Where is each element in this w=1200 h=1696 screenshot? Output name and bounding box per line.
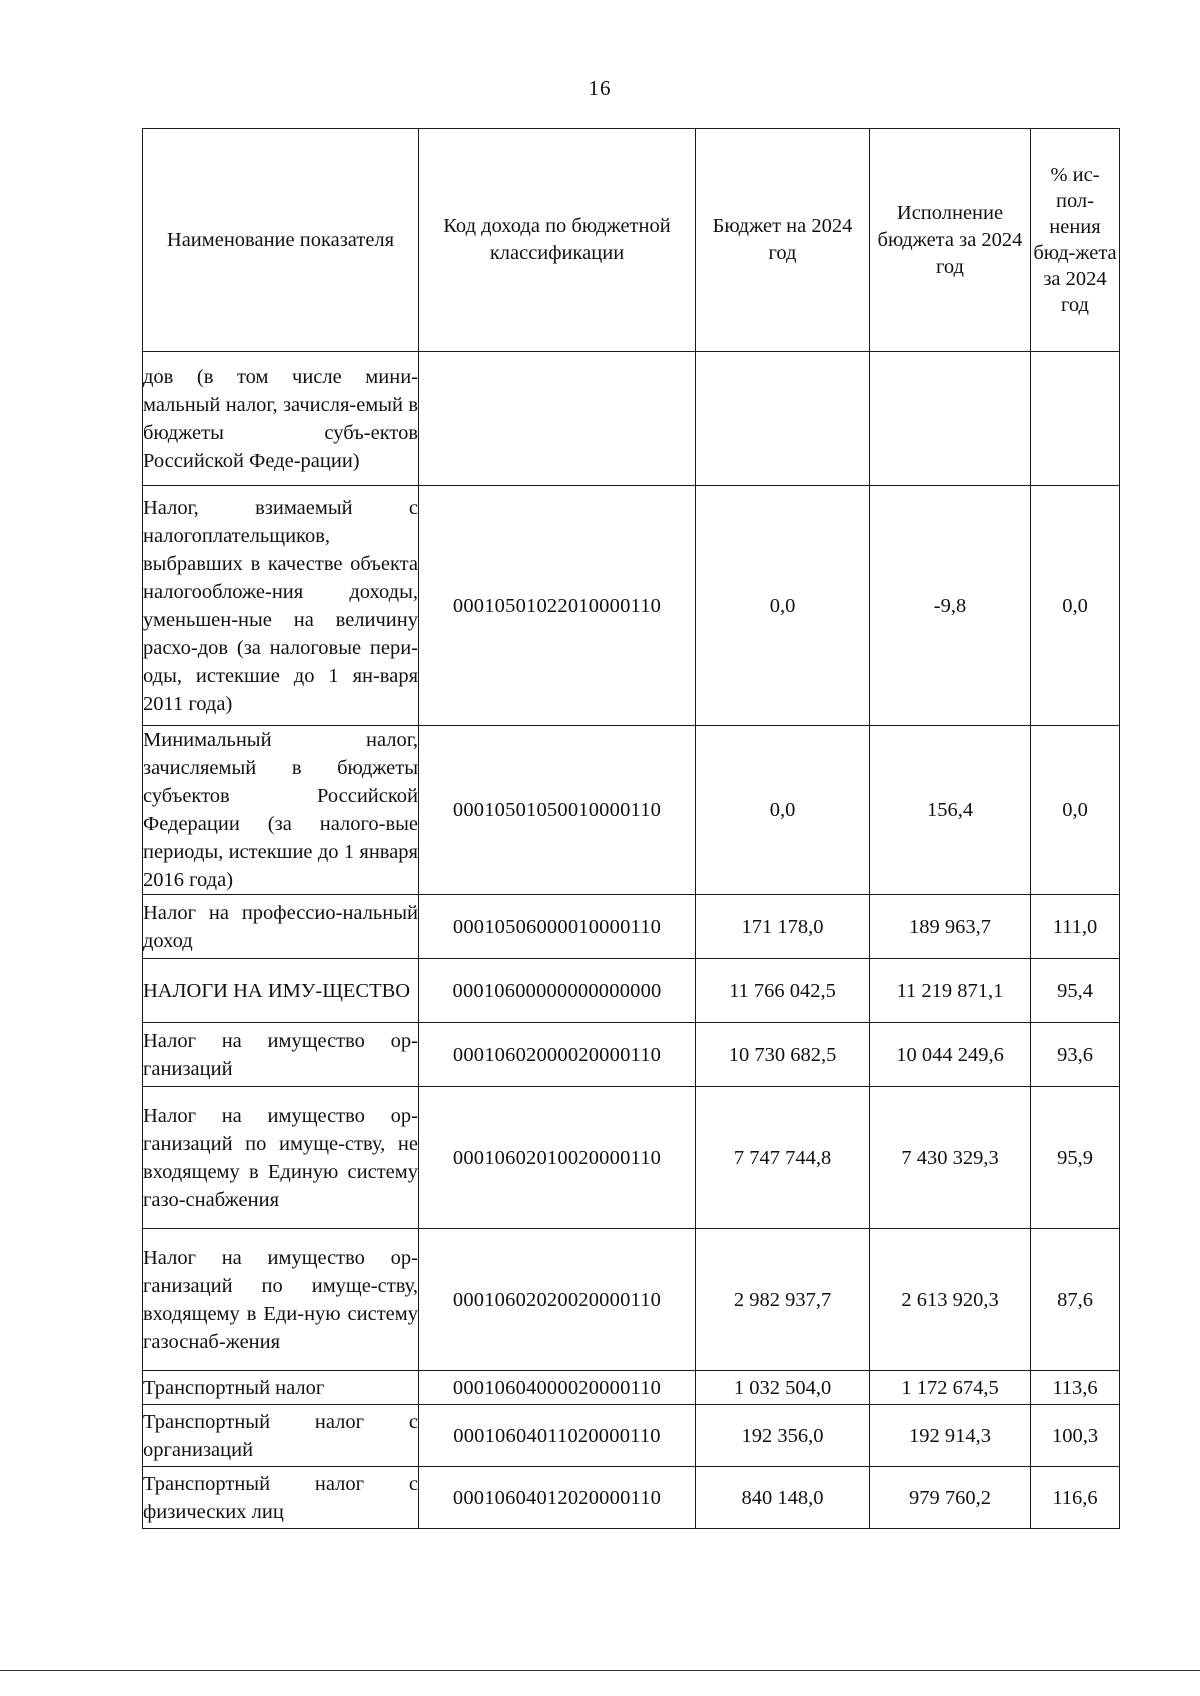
row-percent (1031, 352, 1120, 486)
row-percent: 95,9 (1031, 1087, 1120, 1229)
table-header-row (143, 129, 1120, 352)
table-row (143, 959, 1120, 1023)
row-percent: 0,0 (1031, 486, 1120, 726)
table-row (143, 486, 1120, 726)
row-name: Транспортный налог с организаций (143, 1405, 419, 1467)
table-row (143, 352, 1120, 486)
row-plan: 1 032 504,0 (696, 1371, 870, 1405)
row-execution: 189 963,7 (870, 895, 1031, 959)
row-execution: 1 172 674,5 (870, 1371, 1031, 1405)
row-name: дов (в том числе мини-мальный налог, зачисля-емый в бюджеты субъ-ектов Российской Феде-рации) (143, 352, 419, 486)
row-percent: 113,6 (1031, 1371, 1120, 1405)
row-name: Налог, взимаемый с налогоплательщиков, выбравших в качестве объекта налогообложе-ния доходы, уменьшен-ные на величину расхо-дов (за налоговые пери-оды, истекшие до 1 ян-варя 2011 года) (143, 486, 419, 726)
row-execution: 2 613 920,3 (870, 1229, 1031, 1371)
footer-divider (0, 1670, 1200, 1671)
row-percent: 116,6 (1031, 1467, 1120, 1529)
row-plan (696, 352, 870, 486)
table-row (143, 1229, 1120, 1371)
row-execution: 11 219 871,1 (870, 959, 1031, 1023)
row-code: 00010604012020000110 (419, 1467, 696, 1529)
row-execution (870, 352, 1031, 486)
row-plan: 7 747 744,8 (696, 1087, 870, 1229)
row-code: 00010604011020000110 (419, 1405, 696, 1467)
row-plan: 10 730 682,5 (696, 1023, 870, 1087)
row-execution: 156,4 (870, 726, 1031, 895)
row-code: 00010602000020000110 (419, 1023, 696, 1087)
row-code: 00010501050010000110 (419, 726, 696, 895)
row-percent: 93,6 (1031, 1023, 1120, 1087)
row-code (419, 352, 696, 486)
row-plan: 192 356,0 (696, 1405, 870, 1467)
table-row (143, 1023, 1120, 1087)
row-percent: 100,3 (1031, 1405, 1120, 1467)
row-name: Налог на имущество ор-ганизаций по имуще-ству, не входящему в Единую систему газо-снабжения (143, 1087, 419, 1229)
row-name: НАЛОГИ НА ИМУ-ЩЕСТВО (143, 959, 419, 1023)
table-row (143, 1405, 1120, 1467)
table-row (143, 1371, 1120, 1405)
row-percent: 87,6 (1031, 1229, 1120, 1371)
row-plan: 0,0 (696, 486, 870, 726)
table-row (143, 895, 1120, 959)
header-execution-2024: Исполнение бюджета за 2024 год (870, 129, 1031, 352)
row-plan: 171 178,0 (696, 895, 870, 959)
row-name: Минимальный налог, зачисляемый в бюджеты субъектов Российской Федерации (за налого-вые периоды, истекшие до 1 января 2016 года) (143, 726, 419, 895)
header-revenue-code: Код дохода по бюджетной классификации (419, 129, 696, 352)
row-execution: -9,8 (870, 486, 1031, 726)
row-code: 00010602020020000110 (419, 1229, 696, 1371)
row-code: 00010602010020000110 (419, 1087, 696, 1229)
row-percent: 111,0 (1031, 895, 1120, 959)
row-name: Налог на имущество ор-ганизаций (143, 1023, 419, 1087)
page-number: 16 (588, 76, 612, 100)
row-name: Транспортный налог (143, 1371, 419, 1405)
row-code: 00010600000000000000 (419, 959, 696, 1023)
budget-revenue-table (142, 128, 1120, 1529)
row-code: 00010501022010000110 (419, 486, 696, 726)
row-name: Налог на имущество ор-ганизаций по имуще-ству, входящему в Еди-ную систему газоснаб-жения (143, 1229, 419, 1371)
header-budget-2024: Бюджет на 2024 год (696, 129, 870, 352)
row-plan: 0,0 (696, 726, 870, 895)
header-execution-percent: % ис-пол-нения бюд-жета за 2024 год (1031, 129, 1120, 352)
row-name: Налог на профессио-нальный доход (143, 895, 419, 959)
row-code: 00010506000010000110 (419, 895, 696, 959)
row-plan: 2 982 937,7 (696, 1229, 870, 1371)
header-indicator-name: Наименование показателя (143, 129, 419, 352)
row-execution: 192 914,3 (870, 1405, 1031, 1467)
row-percent: 95,4 (1031, 959, 1120, 1023)
table-row (143, 1467, 1120, 1529)
row-execution: 979 760,2 (870, 1467, 1031, 1529)
table-row (143, 726, 1120, 895)
row-execution: 7 430 329,3 (870, 1087, 1031, 1229)
row-name: Транспортный налог с физических лиц (143, 1467, 419, 1529)
row-percent: 0,0 (1031, 726, 1120, 895)
row-plan: 840 148,0 (696, 1467, 870, 1529)
row-plan: 11 766 042,5 (696, 959, 870, 1023)
table-row (143, 1087, 1120, 1229)
row-code: 00010604000020000110 (419, 1371, 696, 1405)
row-execution: 10 044 249,6 (870, 1023, 1031, 1087)
